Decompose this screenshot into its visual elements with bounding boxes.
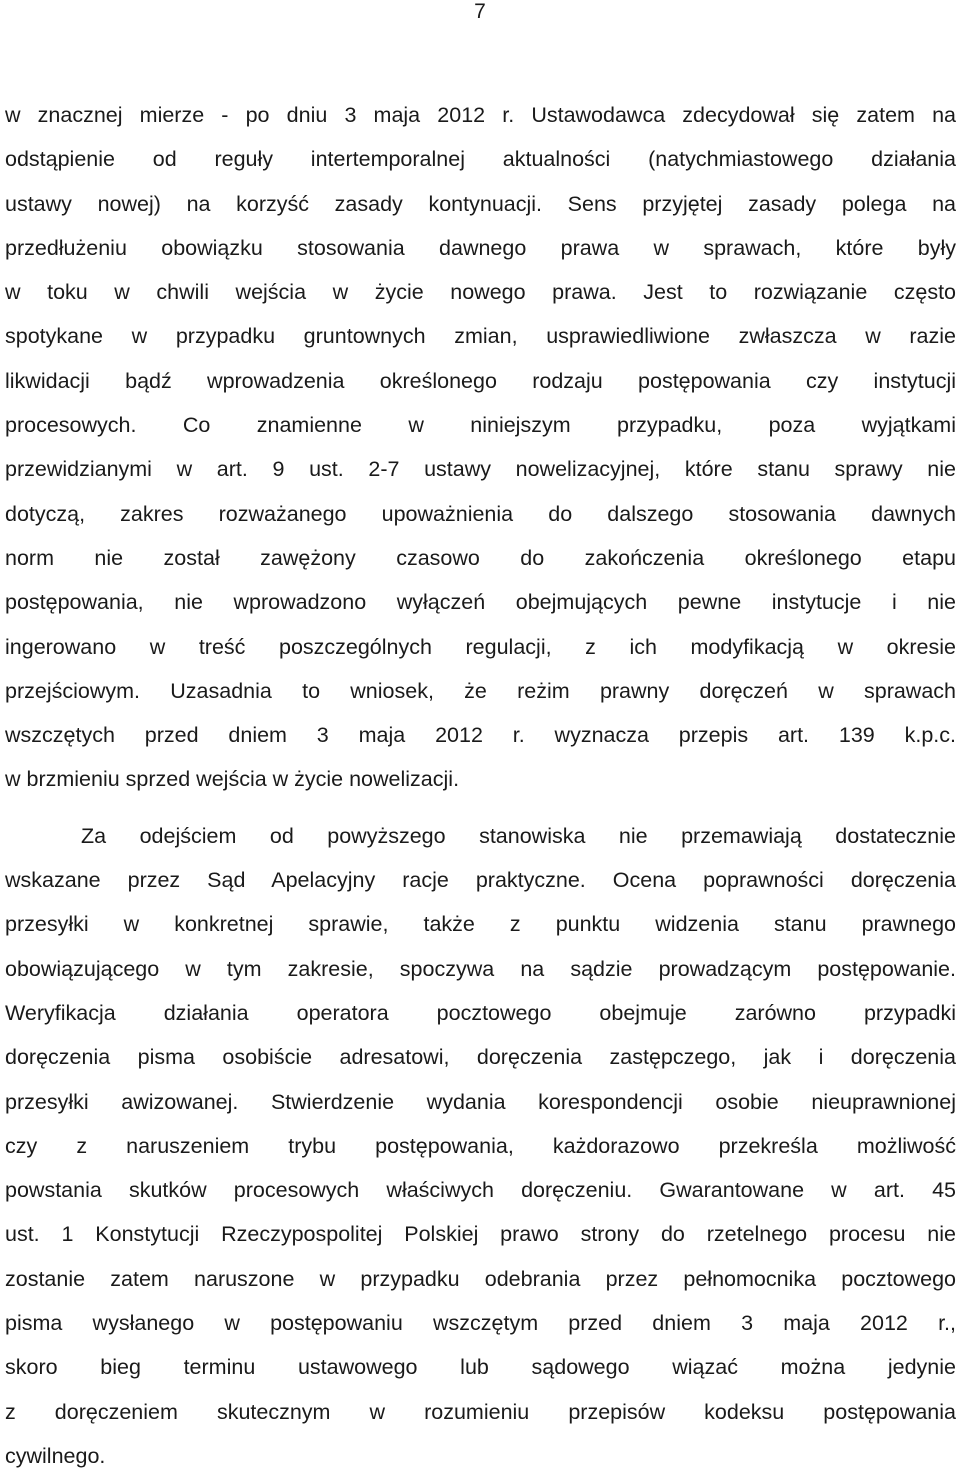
paragraph-1	[5, 93, 956, 802]
text-line: procesowych. Co znamienne w niniejszym przypadku, poza wyjątkami	[5, 413, 956, 438]
text-line: postępowania, nie wprowadzono wyłączeń obejmujących pewne instytucje i nie	[5, 590, 956, 615]
text-line: czy z naruszeniem trybu postępowania, każdorazowo przekreśla możliwość	[5, 1133, 956, 1158]
text-line: pisma wysłanego w postępowaniu wszczętym przed dniem 3 maja 2012 r.,	[5, 1311, 956, 1336]
text-line: norm nie został zawężony czasowo do zakończenia określonego etapu	[5, 545, 956, 570]
text-line: przesyłki w konkretnej sprawie, także z punktu widzenia stanu prawnego	[5, 912, 956, 937]
text-line: w toku w chwili wejścia w życie nowego prawa. Jest to rozwiązanie często	[5, 280, 956, 305]
text-line: z doręczeniem skutecznym w rozumieniu przepisów kodeksu postępowania	[5, 1399, 956, 1424]
text-line: przesyłki awizowanej. Stwierdzenie wydania korespondencji osobie nieuprawnionej	[5, 1089, 956, 1114]
page-number: 7	[474, 0, 486, 23]
paragraph-2	[5, 814, 956, 1478]
paragraph-gap	[5, 802, 956, 814]
text-line: w brzmieniu sprzed wejścia w życie nowelizacji.	[5, 767, 460, 792]
text-line: wskazane przez Sąd Apelacyjny racje praktyczne. Ocena poprawności doręczenia	[5, 868, 956, 893]
text-line: ingerowano w treść poszczególnych regulacji, z ich modyfikacją w okresie	[5, 634, 956, 659]
document-body	[5, 93, 956, 1478]
text-line: przedłużeniu obowiązku stosowania dawnego prawa w sprawach, które były	[5, 235, 956, 260]
text-line: spotykane w przypadku gruntownych zmian, usprawiedliwione zwłaszcza w razie	[5, 324, 956, 349]
text-line: skoro bieg terminu ustawowego lub sądowego wiązać można jedynie	[5, 1355, 956, 1380]
text-line: ustawy nowej) na korzyść zasady kontynuacji. Sens przyjętej zasady polega na	[5, 191, 956, 216]
text-line: przewidzianymi w art. 9 ust. 2-7 ustawy nowelizacyjnej, które stanu sprawy nie	[5, 457, 956, 482]
text-line: obowiązującego w tym zakresie, spoczywa na sądzie prowadzącym postępowanie.	[5, 956, 956, 981]
text-line: odstąpienie od reguły intertemporalnej aktualności (natychmiastowego działania	[5, 147, 956, 172]
text-line: Weryfikacja działania operatora pocztowego obejmuje zarówno przypadki	[5, 1000, 956, 1025]
text-line: ust. 1 Konstytucji Rzeczypospolitej Polskiej prawo strony do rzetelnego procesu nie	[5, 1222, 956, 1247]
text-line: przejściowym. Uzasadnia to wniosek, że reżim prawny doręczeń w sprawach	[5, 678, 956, 703]
text-line: doręczenia pisma osobiście adresatowi, doręczenia zastępczego, jak i doręczenia	[5, 1045, 956, 1070]
text-line: powstania skutków procesowych właściwych doręczeniu. Gwarantowane w art. 45	[5, 1178, 956, 1203]
text-line: zostanie zatem naruszone w przypadku odebrania przez pełnomocnika pocztowego	[5, 1266, 956, 1291]
text-line: wszczętych przed dniem 3 maja 2012 r. wyznacza przepis art. 139 k.p.c.	[5, 723, 956, 748]
text-line: likwidacji bądź wprowadzenia określonego rodzaju postępowania czy instytucji	[5, 368, 956, 393]
text-line: dotyczą, zakres rozważanego upoważnienia do dalszego stosowania dawnych	[5, 501, 956, 526]
text-line: cywilnego.	[5, 1443, 106, 1468]
text-line: Za odejściem od powyższego stanowiska nie przemawiają dostatecznie	[81, 823, 956, 848]
text-line: w znacznej mierze - po dniu 3 maja 2012 r. Ustawodawca zdecydował się zatem na	[5, 103, 956, 127]
